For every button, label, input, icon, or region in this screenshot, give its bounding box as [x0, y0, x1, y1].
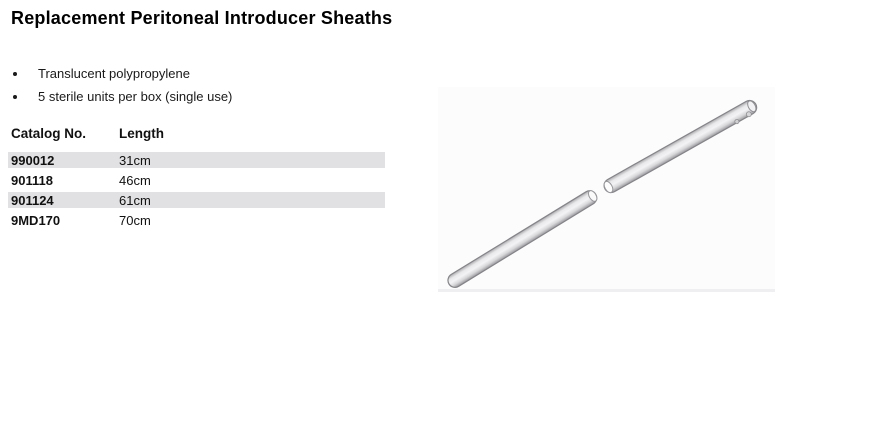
length-value: 61cm — [119, 192, 151, 208]
table-row — [8, 172, 385, 188]
catalog-number: 901124 — [11, 192, 54, 208]
length-value: 46cm — [119, 172, 151, 188]
sheath-tube-illustration — [438, 87, 775, 289]
bullet-text-material: Translucent polypropylene — [38, 66, 190, 81]
list-item — [13, 62, 232, 85]
length-value: 70cm — [119, 212, 151, 228]
length-value: 31cm — [119, 152, 151, 168]
catalog-number: 9MD170 — [11, 212, 61, 228]
bullet-text-packaging: 5 sterile units per box (single use) — [38, 89, 233, 104]
page-title: Replacement Peritoneal Introducer Sheaths — [11, 8, 393, 28]
catalog-number: 990012 — [11, 152, 55, 168]
catalog-table — [8, 125, 385, 232]
bullet-icon — [13, 95, 17, 99]
bullet-icon — [13, 72, 17, 76]
product-image — [438, 87, 775, 292]
tube-segment-upper — [602, 98, 760, 196]
column-header-catalog: Catalog No. — [11, 125, 87, 141]
table-header-row — [8, 125, 385, 141]
feature-bullet-list — [13, 62, 232, 108]
tube-segment-lower — [445, 188, 599, 289]
table-row — [8, 212, 385, 228]
table-row — [8, 192, 385, 208]
catalog-number: 901118 — [11, 172, 53, 188]
table-row — [8, 152, 385, 168]
column-header-length: Length — [119, 125, 164, 141]
list-item — [13, 85, 232, 108]
